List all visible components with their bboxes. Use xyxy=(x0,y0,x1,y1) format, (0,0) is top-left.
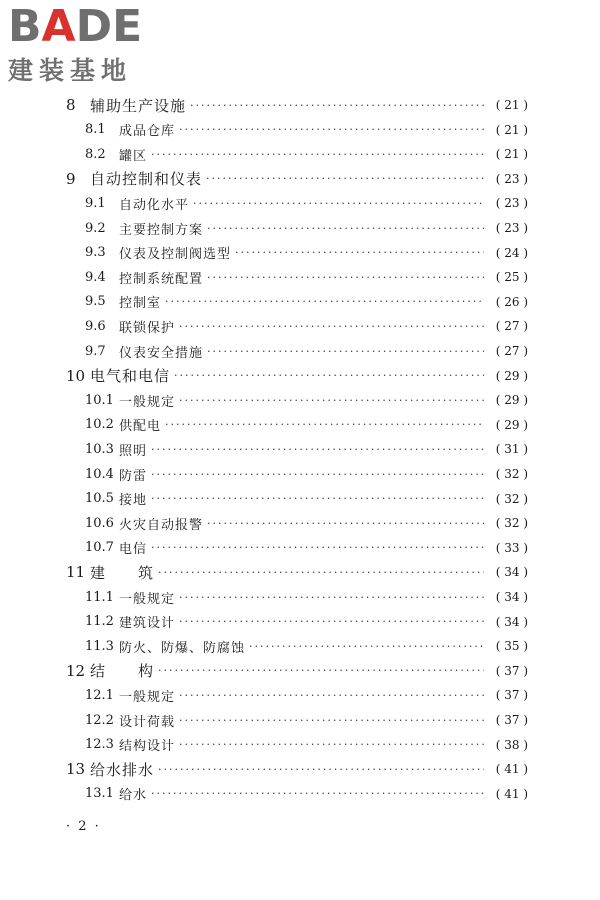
toc-title: 设计荷载 xyxy=(119,714,176,730)
toc-title: 结构设计 xyxy=(119,739,176,755)
toc-page: ( 29 ) xyxy=(495,368,528,383)
toc-leader-dots xyxy=(151,468,484,481)
toc-number: 9.5 xyxy=(85,294,106,310)
toc-title: 火灾自动报警 xyxy=(119,517,204,533)
toc-leader-dots xyxy=(165,295,484,308)
toc-title: 联锁保护 xyxy=(119,320,176,336)
toc-section xyxy=(0,118,600,142)
toc-page: ( 32 ) xyxy=(495,467,528,481)
toc-number: 11.2 xyxy=(85,614,114,630)
toc-title: 仪表及控制阀选型 xyxy=(119,247,232,263)
toc-title: 仪表安全措施 xyxy=(119,345,204,361)
toc-leader-dots xyxy=(179,738,484,751)
toc-leader-dots xyxy=(179,689,484,702)
toc-page: ( 34 ) xyxy=(495,590,528,604)
toc-leader-dots xyxy=(179,591,484,604)
toc-section xyxy=(0,290,600,314)
toc-leader-dots xyxy=(207,345,484,358)
toc-section xyxy=(0,585,600,609)
toc-section xyxy=(0,610,600,634)
toc-leader-dots xyxy=(207,271,484,284)
toc-leader-dots xyxy=(179,320,484,333)
toc-number: 9 xyxy=(66,169,76,188)
toc-page: ( 25 ) xyxy=(495,270,528,285)
toc-section xyxy=(0,142,600,166)
toc-number: 12.1 xyxy=(85,687,114,703)
toc-page: ( 32 ) xyxy=(495,491,528,506)
toc-page: ( 21 ) xyxy=(495,122,528,137)
logo-chinese-text: 建装基地 xyxy=(8,56,133,85)
toc-page: ( 37 ) xyxy=(495,663,528,678)
toc-page: ( 27 ) xyxy=(495,344,528,358)
toc-leader-dots xyxy=(179,394,484,407)
toc-leader-dots xyxy=(151,148,484,161)
toc-page: ( 23 ) xyxy=(495,171,528,186)
toc-leader-dots xyxy=(158,566,484,579)
toc-title: 结 构 xyxy=(90,662,155,681)
toc-chapter xyxy=(0,757,600,781)
toc-leader-dots xyxy=(190,99,484,112)
toc-chapter xyxy=(0,659,600,683)
toc-section xyxy=(0,437,600,461)
toc-page: ( 34 ) xyxy=(495,614,528,629)
toc-title: 防火、防爆、防腐蚀 xyxy=(119,640,246,656)
toc-page: ( 21 ) xyxy=(495,147,528,162)
toc-title: 给水排水 xyxy=(90,760,155,779)
toc-number: 10.2 xyxy=(85,417,114,433)
toc-page: ( 23 ) xyxy=(495,196,528,211)
toc-page: ( 31 ) xyxy=(495,442,528,457)
toc-number: 10.4 xyxy=(85,466,114,482)
toc-number: 9.2 xyxy=(85,220,106,236)
toc-leader-dots xyxy=(206,172,484,185)
toc-section xyxy=(0,191,600,215)
toc-page: ( 38 ) xyxy=(495,737,528,752)
toc-page: ( 29 ) xyxy=(495,417,528,432)
toc-number: 9.6 xyxy=(85,318,106,334)
toc-page: ( 32 ) xyxy=(495,516,528,531)
toc-number: 13 xyxy=(66,760,86,779)
toc-title: 照明 xyxy=(119,443,148,459)
toc-section xyxy=(0,708,600,732)
toc-number: 9.3 xyxy=(85,245,106,261)
toc-number: 10.7 xyxy=(85,540,114,556)
toc-section xyxy=(0,634,600,658)
toc-chapter xyxy=(0,93,600,117)
toc-number: 8.1 xyxy=(85,122,106,138)
toc-number: 10.6 xyxy=(85,515,114,531)
toc-title: 自动化水平 xyxy=(119,197,190,213)
toc-title: 接地 xyxy=(119,493,148,509)
toc-number: 12.2 xyxy=(85,712,114,728)
toc-number: 8 xyxy=(66,96,76,114)
toc-page: ( 27 ) xyxy=(495,319,528,334)
toc-title: 给水 xyxy=(119,788,148,804)
toc-title: 控制室 xyxy=(119,296,162,312)
toc-title: 罐区 xyxy=(119,148,148,164)
toc-page: ( 37 ) xyxy=(495,688,528,703)
toc-page: ( 21 ) xyxy=(495,98,528,112)
toc-section xyxy=(0,265,600,289)
toc-section xyxy=(0,487,600,511)
toc-leader-dots xyxy=(207,517,484,530)
toc-section xyxy=(0,782,600,806)
toc-page: ( 34 ) xyxy=(495,565,528,580)
toc-leader-dots xyxy=(179,615,484,628)
toc-section xyxy=(0,413,600,437)
page-number: · 2 · xyxy=(66,819,101,834)
toc-number: 10.3 xyxy=(85,441,114,457)
toc-title: 成品仓库 xyxy=(119,124,176,140)
toc-number: 13.1 xyxy=(85,786,114,802)
toc-number: 9.4 xyxy=(85,269,106,285)
toc-number: 10.5 xyxy=(85,491,114,507)
toc-title: 控制系统配置 xyxy=(119,271,204,287)
toc-page: ( 29 ) xyxy=(495,393,528,408)
toc-number: 9.1 xyxy=(85,195,106,211)
toc-title: 供配电 xyxy=(119,419,162,435)
toc-leader-dots xyxy=(179,714,484,727)
toc-page: ( 33 ) xyxy=(495,540,528,555)
toc-page: ( 41 ) xyxy=(495,786,528,801)
toc-page: ( 35 ) xyxy=(495,639,528,654)
toc-title: 主要控制方案 xyxy=(119,222,204,238)
toc-title: 自动控制和仪表 xyxy=(90,170,203,189)
toc-number: 11.3 xyxy=(85,638,114,654)
toc-section xyxy=(0,216,600,240)
toc-section xyxy=(0,683,600,707)
toc-number: 12 xyxy=(66,661,86,680)
toc-leader-dots xyxy=(165,418,484,431)
toc-section xyxy=(0,511,600,535)
toc-section xyxy=(0,314,600,338)
toc-leader-dots xyxy=(151,787,484,800)
toc-leader-dots xyxy=(193,197,484,210)
toc-chapter xyxy=(0,167,600,191)
toc-leader-dots xyxy=(179,123,484,136)
toc-title: 一般规定 xyxy=(119,591,176,607)
toc-number: 11 xyxy=(66,563,86,582)
toc-page: ( 37 ) xyxy=(495,713,528,727)
toc-leader-dots xyxy=(158,763,484,776)
bade-logo xyxy=(8,1,188,86)
toc-title: 电气和电信 xyxy=(90,367,171,386)
toc-leader-dots xyxy=(235,246,484,259)
toc-leader-dots xyxy=(158,664,484,677)
toc-number: 10.1 xyxy=(85,392,114,408)
toc-title: 防雷 xyxy=(119,468,148,484)
toc-page: ( 23 ) xyxy=(495,221,528,235)
toc-chapter xyxy=(0,560,600,584)
logo-accent-letter: A xyxy=(41,1,76,52)
toc-leader-dots xyxy=(151,492,484,505)
toc-number: 11.1 xyxy=(85,589,114,605)
toc-page: ( 24 ) xyxy=(495,245,528,260)
toc-title: 一般规定 xyxy=(119,394,176,410)
toc-leader-dots xyxy=(151,443,484,456)
toc-section xyxy=(0,388,600,412)
toc-title: 建筑设计 xyxy=(119,616,176,632)
toc-section xyxy=(0,241,600,265)
toc-chapter xyxy=(0,364,600,388)
toc-number: 9.7 xyxy=(85,343,106,359)
toc-title: 一般规定 xyxy=(119,689,176,705)
toc-leader-dots xyxy=(249,640,484,653)
toc-leader-dots xyxy=(174,369,484,382)
toc-title: 辅助生产设施 xyxy=(90,96,187,115)
toc-section xyxy=(0,536,600,560)
toc-number: 10 xyxy=(66,366,86,385)
toc-section xyxy=(0,462,600,486)
toc-page: ( 26 ) xyxy=(495,294,528,309)
toc-section xyxy=(0,339,600,363)
toc-number: 12.3 xyxy=(85,737,114,753)
toc-page: ( 41 ) xyxy=(495,762,528,777)
toc-section xyxy=(0,733,600,757)
toc-title: 建 筑 xyxy=(90,563,155,582)
toc-title: 电信 xyxy=(119,542,148,558)
toc-leader-dots xyxy=(207,222,484,235)
toc-number: 8.2 xyxy=(85,146,106,162)
logo-wordmark: BADE xyxy=(8,1,143,52)
toc-leader-dots xyxy=(151,541,484,554)
